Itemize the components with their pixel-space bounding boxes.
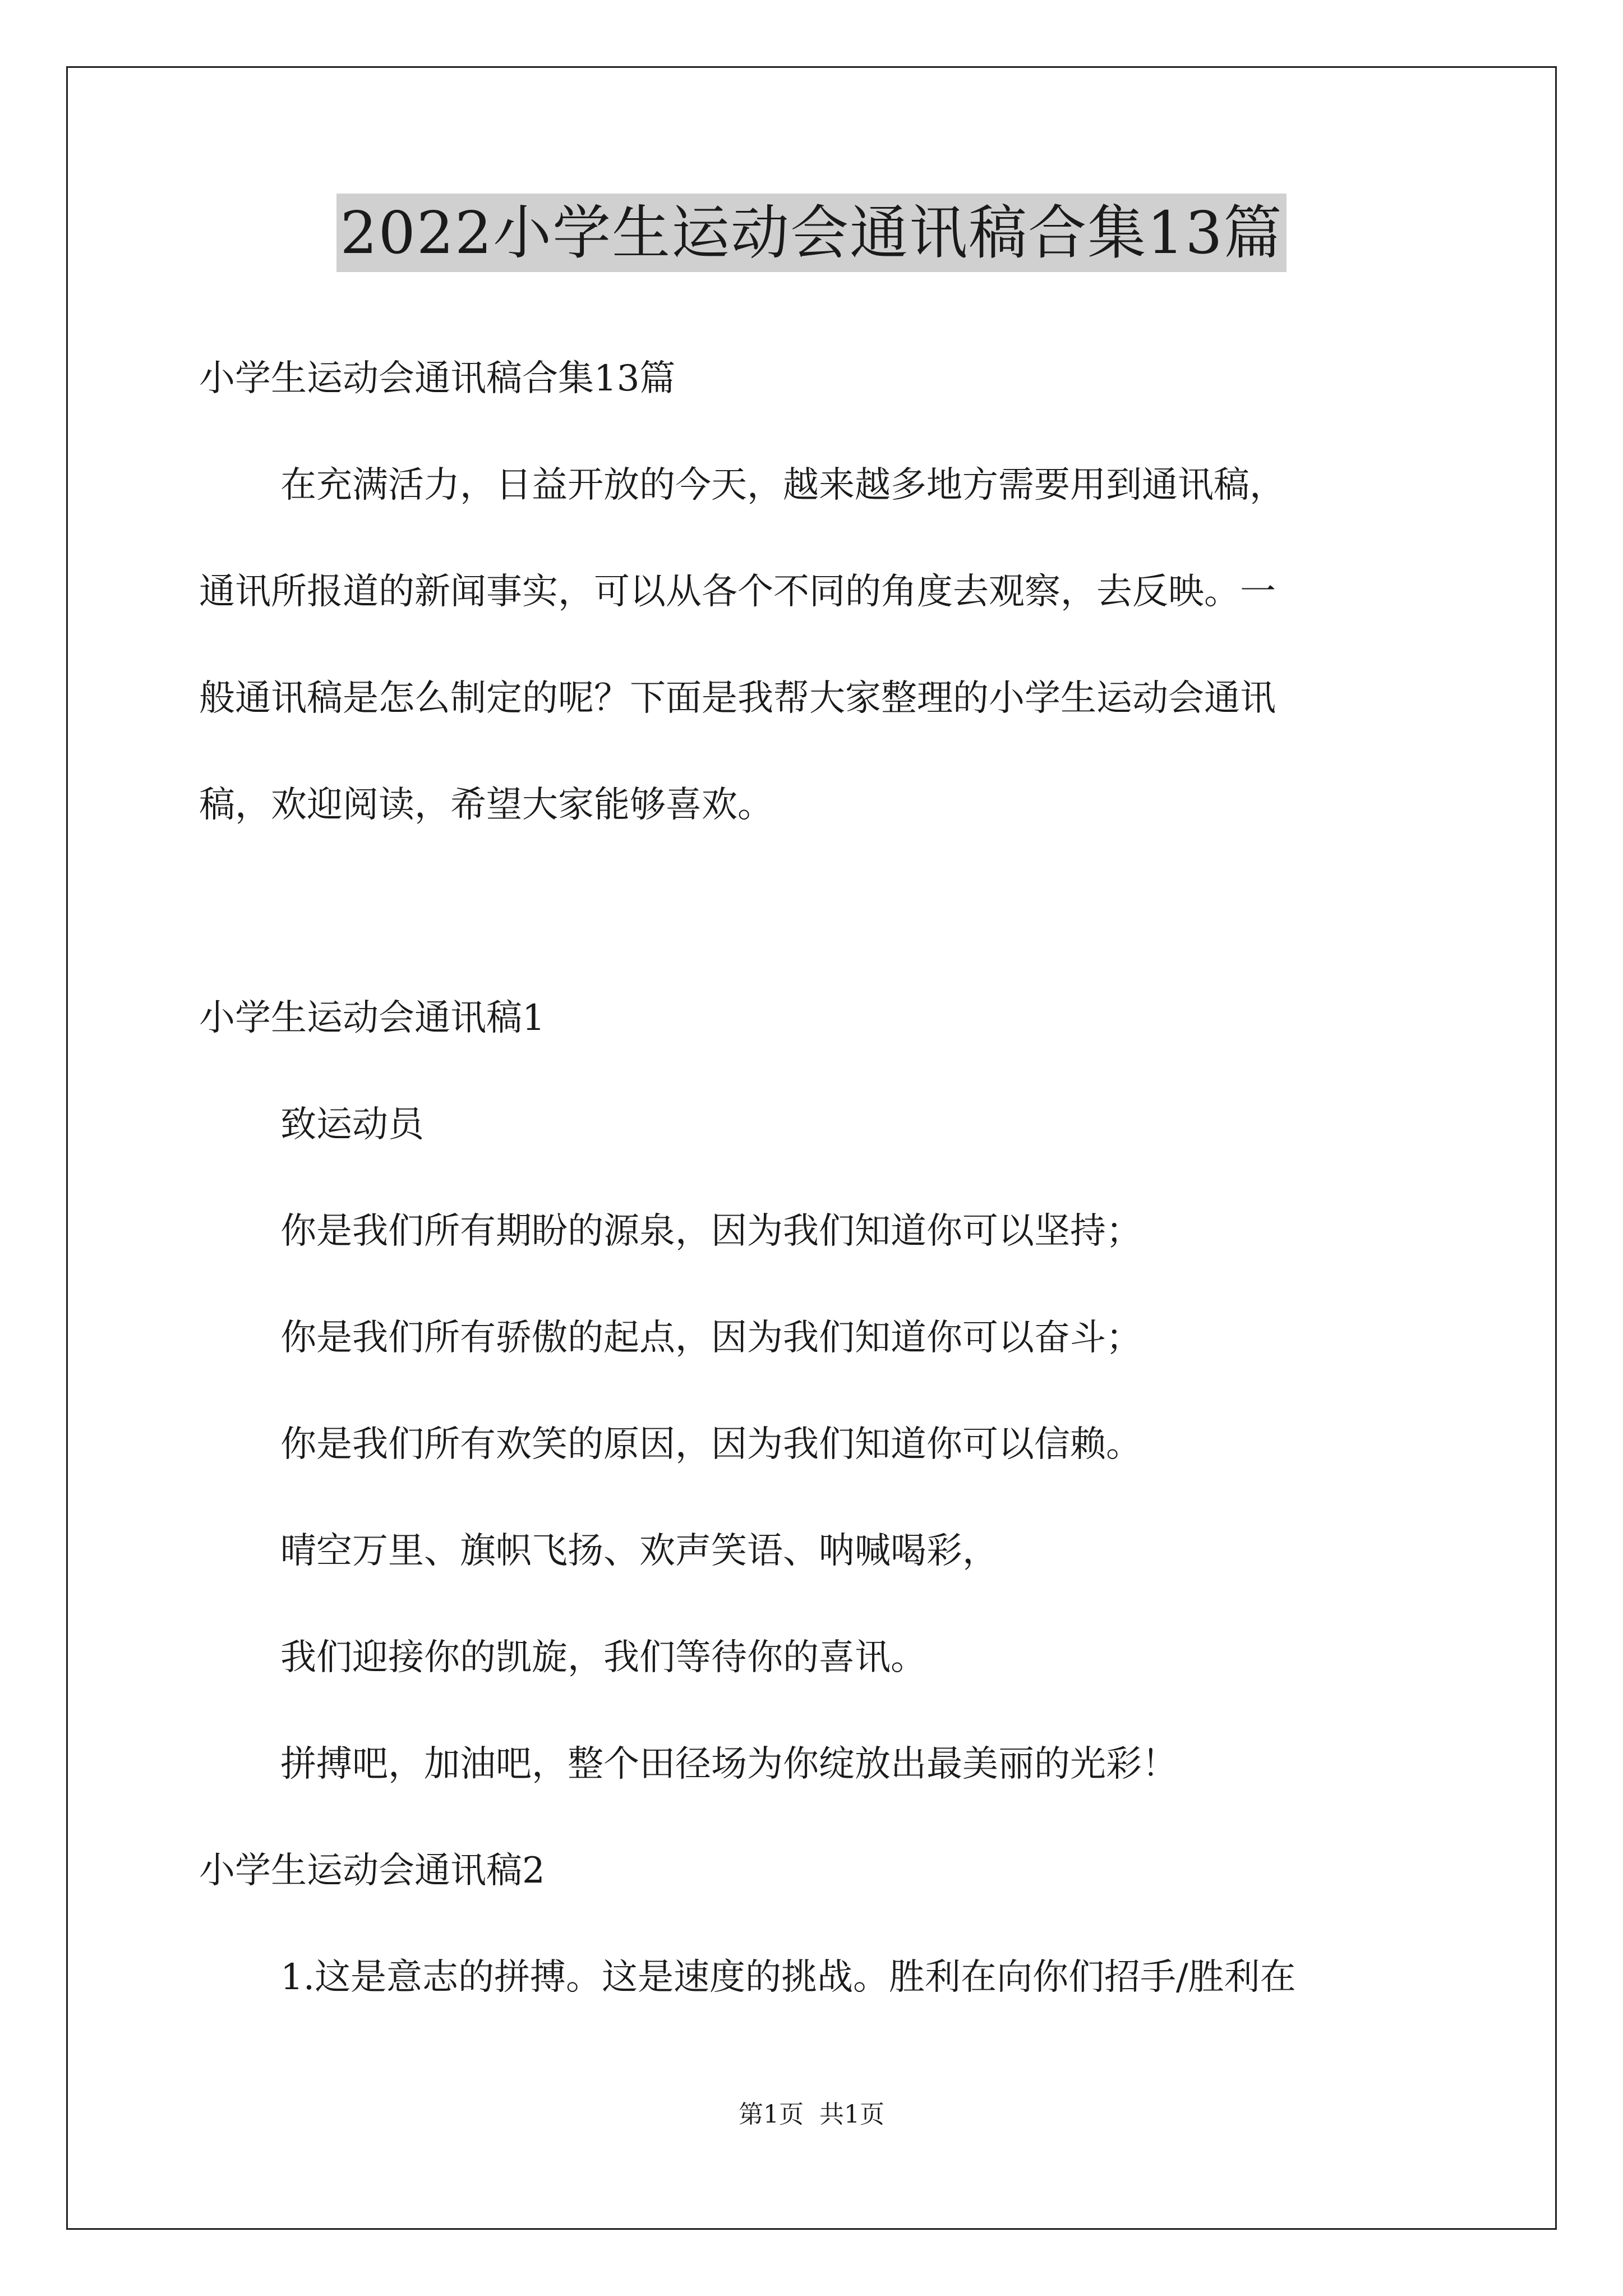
document-subtitle: 小学生运动会通讯稿合集13篇 — [199, 358, 676, 399]
intro-line-2: 通讯所报道的新闻事实，可以从各个不同的角度去观察，去反映。一 — [199, 571, 1276, 613]
title-container — [0, 194, 1623, 272]
document-title: 2022小学生运动会通讯稿合集13篇 — [336, 194, 1286, 272]
intro-line-3: 般通讯稿是怎么制定的呢？下面是我帮大家整理的小学生运动会通讯 — [199, 678, 1276, 719]
section2-line-1: 1.这是意志的拼搏。这是速度的挑战。胜利在向你们招手/胜利在 — [280, 1957, 1296, 1998]
page-number: 第1页 — [739, 2100, 804, 2129]
page-footer — [0, 2098, 1623, 2132]
section1-line-5: 晴空万里、旗帜飞扬、欢声笑语、呐喊喝彩， — [280, 1530, 998, 1572]
section1-line-2: 你是我们所有期盼的源泉，因为我们知道你可以坚持； — [280, 1211, 1142, 1252]
section1-line-3: 你是我们所有骄傲的起点，因为我们知道你可以奋斗； — [280, 1317, 1142, 1359]
section1-line-7: 拼搏吧，加油吧，整个田径场为你绽放出最美丽的光彩！ — [280, 1743, 1178, 1785]
intro-line-1: 在充满活力，日益开放的今天，越来越多地方需要用到通讯稿， — [280, 464, 1285, 506]
section1-line-1: 致运动员 — [280, 1104, 424, 1145]
section1-heading: 小学生运动会通讯稿1 — [199, 997, 545, 1039]
intro-line-4: 稿，欢迎阅读，希望大家能够喜欢。 — [199, 784, 773, 826]
section2-heading: 小学生运动会通讯稿2 — [199, 1850, 545, 1892]
section1-line-6: 我们迎接你的凯旋，我们等待你的喜讯。 — [280, 1637, 926, 1678]
page-total: 共1页 — [819, 2100, 884, 2129]
section1-line-4: 你是我们所有欢笑的原因，因为我们知道你可以信赖。 — [280, 1424, 1142, 1465]
